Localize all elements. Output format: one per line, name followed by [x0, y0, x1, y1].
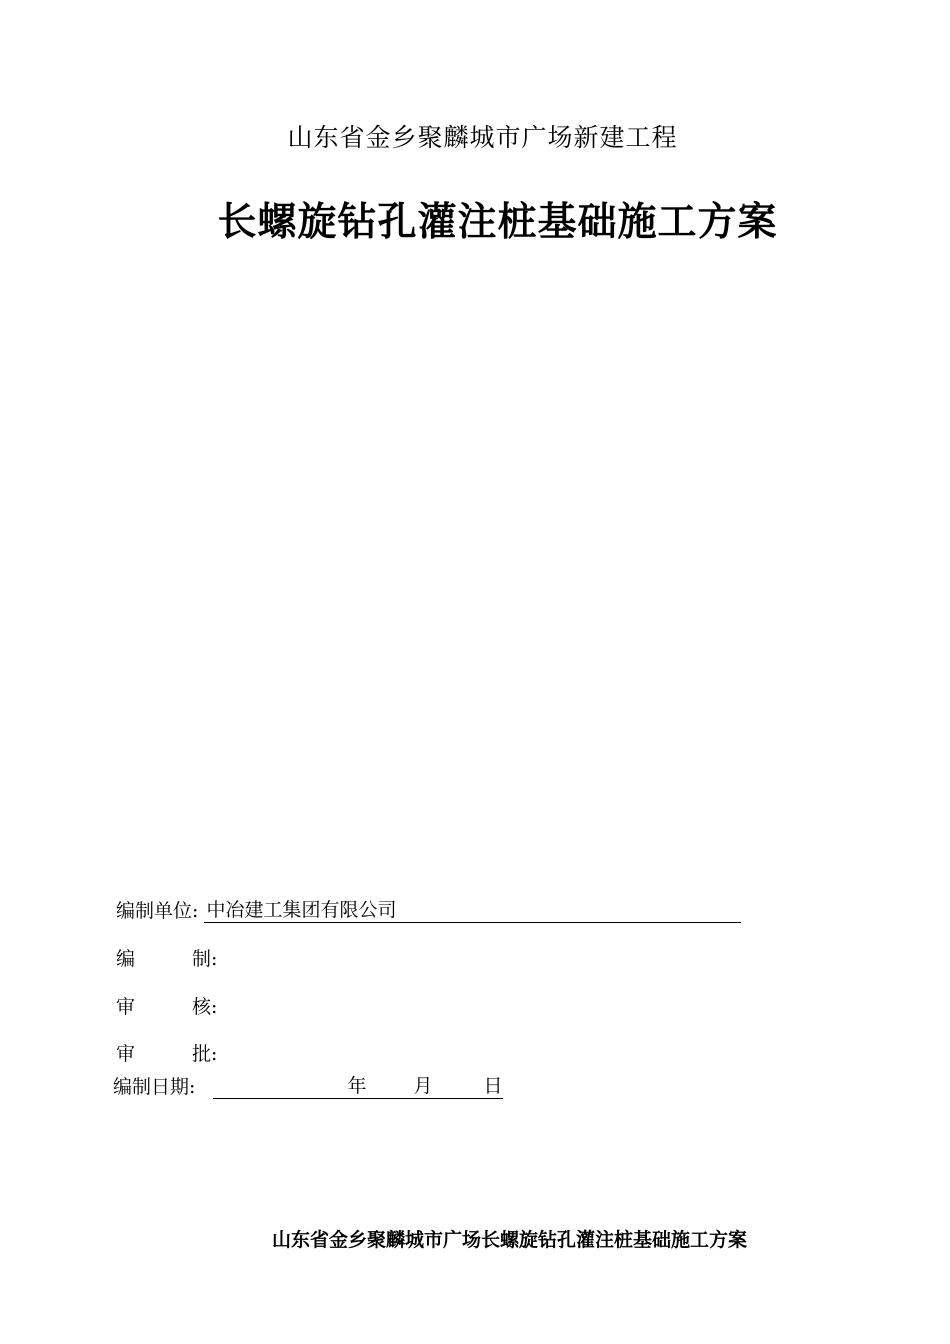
approver-field: [116, 1041, 217, 1067]
date-year: 年: [347, 1075, 367, 1097]
project-title: 山东省金乡聚麟城市广场新建工程: [287, 123, 678, 152]
unit-value: 中冶建工集团有限公司: [204, 898, 741, 923]
approver-label: 审 批: [116, 1043, 211, 1065]
date-label: 编制日期:: [113, 1076, 196, 1098]
date-month: 月: [413, 1075, 433, 1097]
unit-label: 编制单位:: [116, 900, 199, 922]
reviewer-colon: :: [211, 996, 218, 1018]
date-line: [213, 1074, 503, 1099]
date-day: 日: [483, 1075, 503, 1097]
compiler-colon: :: [211, 948, 218, 970]
date-field: [113, 1074, 503, 1100]
reviewer-field: [116, 994, 217, 1020]
approver-colon: :: [211, 1043, 218, 1065]
plan-title: 长螺旋钻孔灌注桩基础施工方案: [217, 199, 778, 245]
compiler-label: 编 制: [116, 948, 211, 970]
compiler-field: [116, 946, 217, 972]
reviewer-label: 审 核: [116, 996, 211, 1018]
unit-field: [116, 898, 741, 924]
page-footer: 山东省金乡聚麟城市广场长螺旋钻孔灌注桩基础施工方案: [272, 1229, 748, 1251]
